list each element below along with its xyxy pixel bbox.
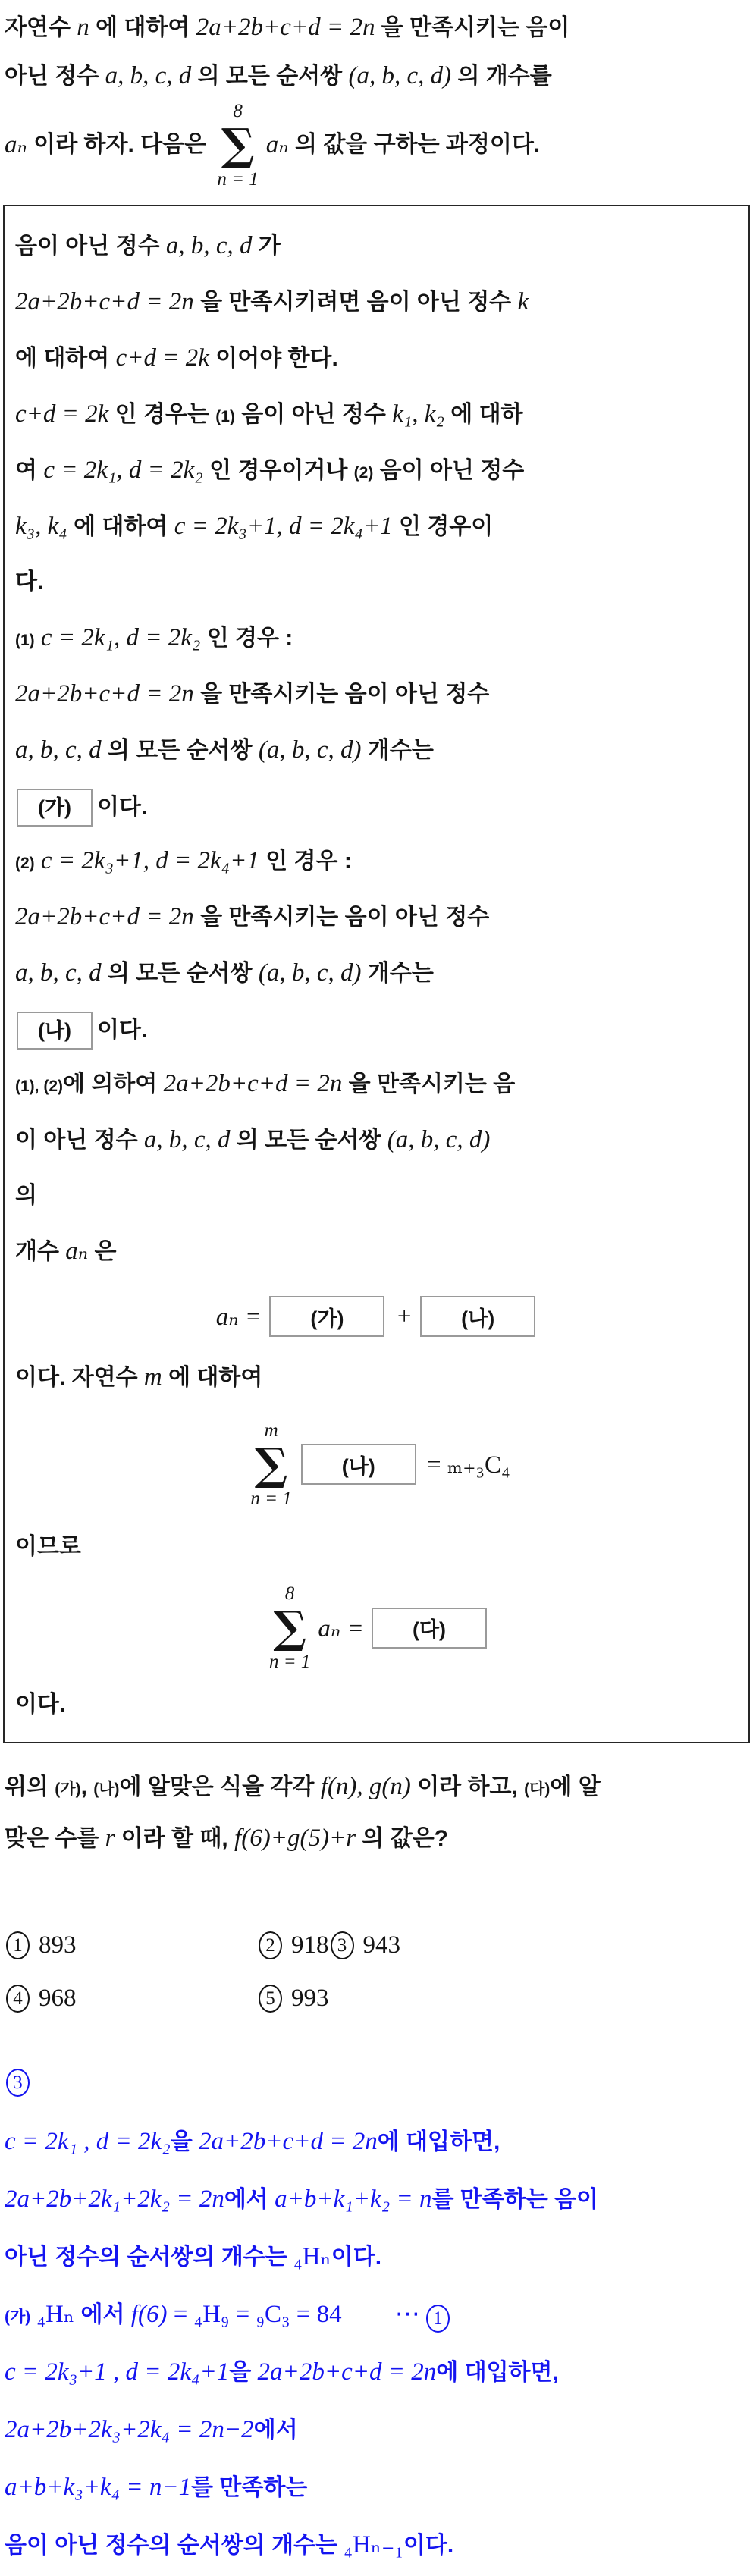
text-segment: (다) [524, 1781, 551, 1798]
text-segment: (1) [15, 632, 35, 649]
text-segment: c = 2k₃+1 , d = 2k₄+1 [5, 2358, 230, 2386]
text-segment: 에 대입하면, [377, 2129, 500, 2154]
text-segment: a, b, c, d [15, 736, 102, 764]
text-segment: 이라 하자. 다음은 [27, 132, 213, 157]
question-line-1 [0, 1763, 753, 1815]
blank-box: (가) [269, 1296, 384, 1337]
text-segment: 2a+2b+2k₁+2k₂ = 2n [5, 2185, 224, 2213]
answer-choices [0, 1931, 753, 2013]
text-segment: 이다. [15, 1692, 66, 1717]
text-segment: 에서 [253, 2418, 298, 2443]
text-segment: a+b+k₃+k₄ = n−1 [5, 2474, 192, 2501]
text-segment: 2a+2b+c+d = 2n [196, 14, 375, 41]
text-segment: c = 2k₁ , d = 2k₂ [5, 2128, 171, 2155]
text-segment: (나) [93, 1781, 120, 1798]
text-segment: (a, b, c, d) [387, 1126, 491, 1153]
text-segment: 의 모든 순서쌍 [101, 738, 259, 763]
summation-symbol [250, 1421, 291, 1508]
text-segment: (a, b, c, d) [348, 62, 452, 89]
equation-sum-8 [15, 1577, 741, 1679]
text-segment: 인 경우이 [392, 514, 494, 539]
blank-box: (나) [17, 1012, 93, 1050]
text-segment: 아닌 정수 [5, 64, 105, 89]
text-segment: c+d = 2k [15, 400, 109, 428]
text-segment: = ₘ₊₃C₄ [420, 1451, 510, 1479]
text-segment: 을 만족시키는 음이 [375, 15, 570, 40]
box-line [15, 276, 741, 332]
text-segment: ⋯ [394, 2301, 426, 2328]
text-segment: 2a+2b+2k₃+2k₄ = 2n−2 [5, 2416, 254, 2443]
box-line [15, 220, 741, 276]
text-segment: aₙ [5, 131, 27, 158]
text-segment: (2) [15, 855, 35, 872]
text-segment: 에 대하여 [67, 514, 174, 539]
box-line-blank-na [15, 1003, 741, 1058]
choice-value: 893 [39, 1931, 77, 1959]
equation-an [15, 1282, 741, 1351]
choice-value: 943 [362, 1931, 400, 1959]
text-segment: c = 2k₃+1, d = 2k₄+1 [34, 847, 259, 874]
text-segment: 인 경우 : [200, 626, 293, 651]
box-line [15, 1521, 741, 1577]
text-segment: 이다. [331, 2245, 382, 2270]
choice-value: 968 [39, 1985, 77, 2012]
sum-lower-limit: n = 1 [250, 1488, 292, 1509]
sigma-glyph: ∑ [254, 1438, 288, 1490]
choice-4 [6, 1985, 259, 2013]
solution-explanation [0, 2115, 753, 2576]
text-segment: r [105, 1825, 115, 1852]
text-segment: ₄Hₙ₋₁ [344, 2531, 403, 2559]
box-line [15, 668, 741, 724]
text-segment: aₙ = [318, 1614, 371, 1643]
box-line [15, 1170, 741, 1225]
text-segment: 맞은 수를 [5, 1826, 105, 1851]
circled-number: 4 [6, 1985, 30, 2013]
blank-box: (다) [372, 1608, 487, 1649]
text-segment: 를 만족하는 음이 [431, 2187, 598, 2212]
summation-symbol [217, 102, 258, 189]
summation-symbol [269, 1584, 310, 1671]
blank-box: (나) [420, 1296, 535, 1337]
text-segment: 을 만족시키는 음이 아닌 정수 [193, 682, 490, 707]
answer-circled-number: 3 [6, 2069, 30, 2097]
text-segment: 2a+2b+c+d = 2n [199, 2128, 378, 2155]
text-segment: a, b, c, d [165, 232, 253, 259]
text-segment: c+d = 2k [115, 344, 209, 372]
text-segment: aₙ = [215, 1304, 268, 1331]
text-segment: a+b+k₁+k₂ = n [275, 2185, 432, 2213]
text-segment: 가 [252, 234, 281, 259]
text-segment: 이 아닌 정수 [15, 1128, 144, 1153]
text-segment: 이다. 자연수 [15, 1365, 144, 1390]
text-segment: 을 만족시키는 음이 아닌 정수 [193, 905, 490, 930]
intro-line-3 [0, 100, 753, 190]
text-segment: 음이 아닌 정수 [15, 234, 166, 259]
solution-line-1 [0, 2115, 753, 2173]
text-segment: 의 모든 순서쌍 [191, 64, 349, 89]
text-segment: 의 모든 순서쌍 [101, 961, 259, 986]
text-segment: 인 경우는 [108, 402, 216, 427]
text-segment: 을 [170, 2129, 199, 2154]
choice-2-3 [259, 1931, 753, 1959]
solution-line-8 [0, 2518, 753, 2576]
text-segment: aₙ [265, 131, 289, 158]
text-segment: 자연수 [5, 15, 77, 40]
correct-answer [0, 2069, 753, 2097]
text-segment: 에 의하여 [63, 1072, 164, 1097]
question-text [0, 1763, 753, 1866]
box-line [15, 1351, 741, 1407]
text-segment: a, b, c, d [143, 1126, 231, 1153]
choice-value: 918 [291, 1931, 329, 1959]
text-segment: 에 대하 [444, 402, 523, 427]
text-segment: c = 2k₁, d = 2k₂ [43, 457, 203, 484]
text-segment: 이어야 한다. [209, 346, 338, 371]
sigma-glyph: ∑ [221, 118, 255, 171]
sum-upper-limit: m [264, 1420, 278, 1441]
text-segment: 아닌 정수의 순서쌍의 개수는 [5, 2245, 294, 2270]
text-segment: 에 대입하면, [436, 2360, 559, 2385]
text-segment: 의 값을 구하는 과정이다. [288, 132, 541, 157]
text-segment: 이다. [97, 1018, 148, 1043]
box-line [15, 1058, 741, 1114]
text-segment: 개수는 [361, 738, 434, 763]
text-segment: 인 경우 : [259, 849, 352, 874]
text-segment: 를 만족하는 [191, 2475, 308, 2500]
text-segment: 은 [88, 1239, 117, 1264]
box-line [15, 947, 741, 1003]
solution-line-6 [0, 2403, 753, 2461]
text-segment: 의 [15, 1183, 37, 1208]
text-segment: k [517, 288, 529, 315]
text-segment: 2a+2b+c+d = 2n [15, 288, 194, 315]
text-segment: 에 대하여 [15, 346, 116, 371]
text-segment: (가) [55, 1781, 81, 1798]
solution-line-5 [0, 2345, 753, 2403]
text-segment: 을 만족시키려면 음이 아닌 정수 [193, 290, 518, 315]
text-segment: (1) [215, 408, 235, 425]
box-line [15, 557, 741, 612]
solution-process-box [3, 205, 750, 1743]
text-segment: m [143, 1363, 162, 1391]
problem-statement [0, 0, 753, 190]
circled-number: 5 [259, 1985, 282, 2013]
box-line [15, 1114, 741, 1170]
text-segment: (a, b, c, d) [258, 736, 362, 764]
text-segment: f(6)+g(5)+r [234, 1825, 356, 1852]
text-segment: 의 개수를 [451, 64, 552, 89]
text-segment: , [80, 1774, 94, 1799]
blank-box: (나) [301, 1444, 416, 1485]
circled-number: 1 [6, 1931, 30, 1959]
text-segment: (a, b, c, d) [258, 959, 362, 987]
sum-lower-limit: n = 1 [217, 168, 259, 190]
blank-box: (가) [17, 789, 93, 827]
box-line [15, 1225, 741, 1282]
sigma-glyph: ∑ [273, 1602, 306, 1653]
text-segment: f(6) [130, 2301, 168, 2328]
text-segment: 이다. [97, 795, 148, 820]
text-segment: (가) [5, 2308, 31, 2326]
text-segment: 음이 아닌 정수의 순서쌍의 개수는 [5, 2533, 344, 2558]
text-segment: = ₄H₉ = ₉C₃ = 84 [167, 2301, 342, 2328]
text-segment: n [77, 14, 89, 41]
choice-value: 993 [291, 1985, 329, 2012]
sum-lower-limit: n = 1 [268, 1652, 311, 1672]
circled-number: 2 [259, 1931, 282, 1959]
text-segment: 의 값은? [356, 1826, 448, 1851]
solution-line-7 [0, 2461, 753, 2518]
text-segment: 이므로 [15, 1534, 81, 1559]
solution-line-4 [0, 2288, 753, 2345]
text-segment: 을 [229, 2360, 258, 2385]
text-segment: 음이 아닌 정수 [234, 402, 393, 427]
text-segment: 여 [15, 458, 44, 483]
text-segment: 이라 하고, [410, 1774, 525, 1799]
text-segment: 에 알맞은 식을 각각 [119, 1774, 321, 1799]
solution-line-3 [0, 2230, 753, 2288]
sum-upper-limit: 8 [233, 100, 243, 121]
text-segment: 2a+2b+c+d = 2n [257, 2358, 437, 2386]
text-segment: f(n), g(n) [320, 1773, 411, 1800]
choice-5 [259, 1985, 753, 2013]
text-segment: 개수는 [361, 961, 434, 986]
text-segment: k₃, k₄ [15, 513, 67, 540]
text-segment: + [389, 1302, 419, 1330]
text-segment: a, b, c, d [105, 62, 192, 89]
text-segment: 에 대하여 [89, 15, 196, 40]
text-segment: 이다. [403, 2533, 454, 2558]
text-segment: 에 대하여 [162, 1365, 263, 1390]
text-segment: k₁, k₂ [392, 400, 444, 428]
text-segment: 다. [15, 569, 44, 595]
box-line [15, 332, 741, 388]
text-segment: c = 2k₃+1, d = 2k₄+1 [174, 513, 393, 540]
circled-number: 1 [426, 2305, 450, 2333]
text-segment: ₄Hₙ [30, 2301, 75, 2328]
text-segment: 의 모든 순서쌍 [230, 1128, 387, 1153]
text-segment: (2) [353, 464, 374, 482]
box-line [15, 388, 741, 444]
intro-line-2 [0, 52, 753, 100]
choice-1 [6, 1931, 259, 1959]
text-segment: 에 알 [550, 1774, 601, 1799]
text-segment: c = 2k₁, d = 2k₂ [34, 624, 201, 651]
equation-sum-m [15, 1407, 741, 1521]
text-segment: 개수 [15, 1239, 66, 1264]
box-line [15, 835, 741, 891]
text-segment: aₙ [65, 1238, 89, 1265]
text-segment: a, b, c, d [15, 959, 102, 987]
box-line [15, 1679, 741, 1734]
text-segment: 인 경우이거나 [202, 458, 354, 483]
text-segment: 음이 아닌 정수 [373, 458, 525, 483]
text-segment: 위의 [5, 1774, 55, 1799]
box-line [15, 724, 741, 780]
text-segment: 이라 할 때, [115, 1826, 235, 1851]
circled-number: 3 [331, 1931, 354, 1959]
box-line-blank-ga [15, 780, 741, 835]
sum-upper-limit: 8 [284, 1583, 295, 1604]
box-line [15, 444, 741, 500]
box-line [15, 500, 741, 557]
text-segment: 2a+2b+c+d = 2n [163, 1070, 343, 1097]
text-segment: 2a+2b+c+d = 2n [15, 680, 194, 708]
intro-line-1 [0, 3, 753, 52]
text-segment: (1), (2) [15, 1078, 63, 1095]
solution-line-2 [0, 2173, 753, 2230]
box-line [15, 891, 741, 947]
text-segment: 에서 [224, 2187, 275, 2212]
question-line-2 [0, 1815, 753, 1866]
box-line [15, 612, 741, 668]
text-segment: 을 만족시키는 음 [342, 1072, 516, 1097]
text-segment: 2a+2b+c+d = 2n [15, 903, 194, 930]
text-segment: 에서 [74, 2302, 131, 2327]
text-segment: ₄Hₙ [293, 2243, 331, 2270]
